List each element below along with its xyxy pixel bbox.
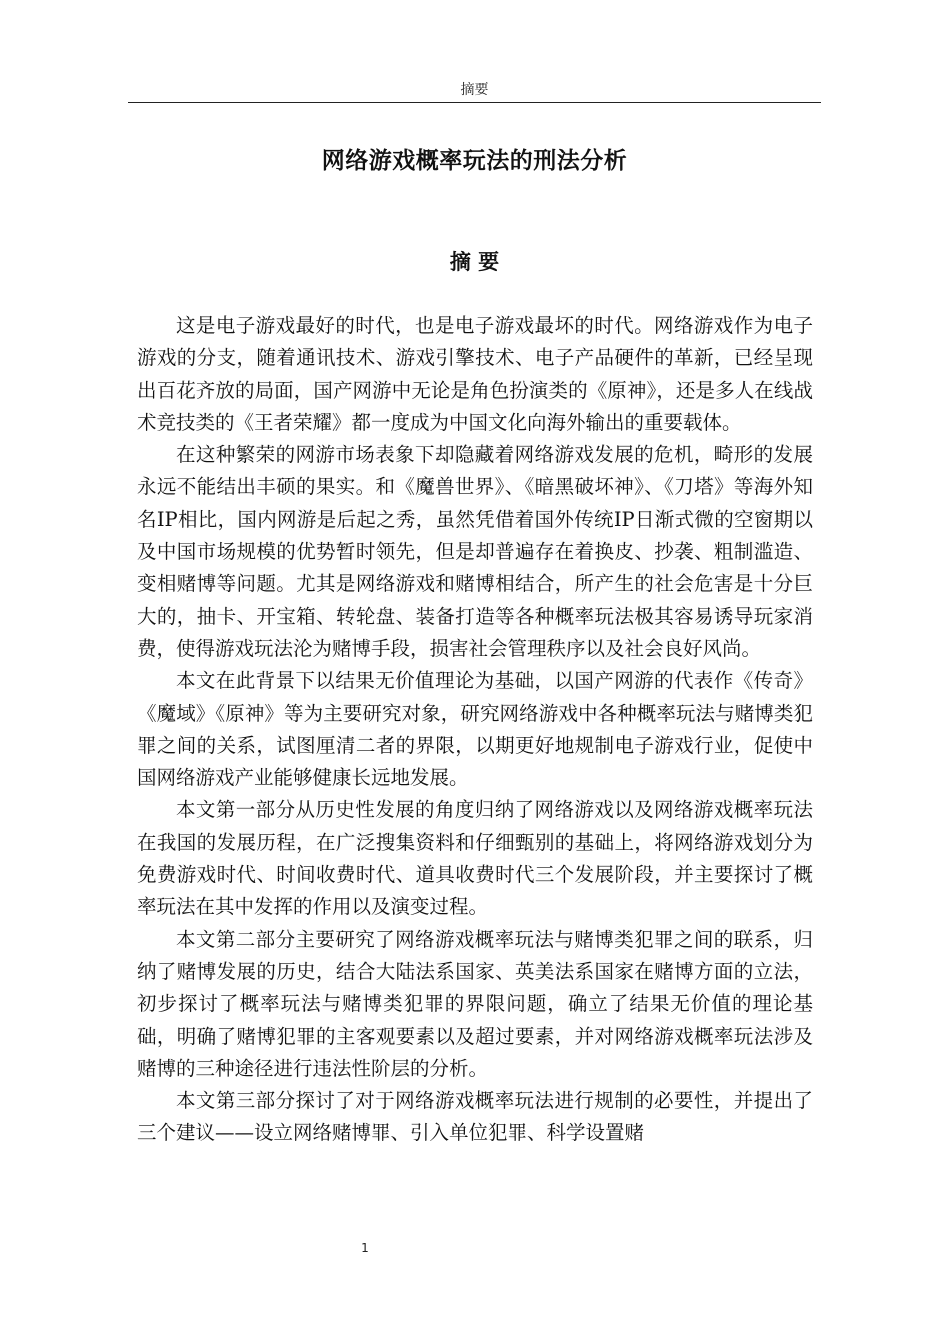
- abstract-paragraph: 本文第二部分主要研究了网络游戏概率玩法与赌博类犯罪之间的联系，归纳了赌博发展的历史，结合大陆法系国家、英美法系国家在赌博方面的立法，初步探讨了概率玩法与赌博类犯罪的界限问题，确立了结果无价值的理论基础，明确了赌博犯罪的主客观要素以及超过要素，并对网络游戏概率玩法涉及赌博的三种途径进行违法性阶层的分析。: [137, 927, 813, 1080]
- abstract-heading: 摘 要: [449, 250, 500, 274]
- running-header: 摘要: [460, 82, 489, 98]
- header-divider: [128, 102, 821, 103]
- page-number: 1: [361, 1241, 369, 1255]
- abstract-paragraph: 本文第一部分从历史性发展的角度归纳了网络游戏以及网络游戏概率玩法在我国的发展历程，在广泛搜集资料和仔细甄别的基础上，将网络游戏划分为免费游戏时代、时间收费时代、道具收费时代三个发展阶段，并主要探讨了概率玩法在其中发挥的作用以及演变过程。: [137, 798, 813, 919]
- abstract-paragraph: 在这种繁荣的网游市场表象下却隐藏着网络游戏发展的危机，畸形的发展永远不能结出丰硕的果实。和《魔兽世界》、《暗黑破坏神》、《刀塔》等海外知名IP相比，国内网游是后起之秀，虽然凭借着国外传统IP日渐式微的空窗期以及中国市场规模的优势暂时领先，但是却普遍存在着换皮、抄袭、粗制滥造、变相赌博等问题。尤其是网络游戏和赌博相结合，所产生的社会危害是十分巨大的，抽卡、开宝箱、转轮盘、装备打造等各种概率玩法极其容易诱导玩家消费，使得游戏玩法沦为赌博手段，损害社会管理秩序以及社会良好风尚。: [137, 443, 813, 660]
- abstract-paragraph: 本文第三部分探讨了对于网络游戏概率玩法进行规制的必要性，并提出了三个建议——设立网络赌博罪、引入单位犯罪、科学设置赌: [137, 1089, 813, 1145]
- document-title: 网络游戏概率玩法的刑法分析: [321, 148, 628, 174]
- abstract-body: [137, 310, 813, 1150]
- abstract-paragraph: 本文在此背景下以结果无价值理论为基础，以国产网游的代表作《传奇》《魔域》《原神》等为主要研究对象，研究网络游戏中各种概率玩法与赌博类犯罪之间的关系，试图厘清二者的界限，以期更好地规制电子游戏行业，促使中国网络游戏产业能够健康长远地发展。: [137, 669, 813, 790]
- abstract-paragraph: 这是电子游戏最好的时代，也是电子游戏最坏的时代。网络游戏作为电子游戏的分支，随着通讯技术、游戏引擎技术、电子产品硬件的革新，已经呈现出百花齐放的局面，国产网游中无论是角色扮演类的《原神》，还是多人在线战术竞技类的《王者荣耀》都一度成为中国文化向海外输出的重要载体。: [137, 314, 813, 434]
